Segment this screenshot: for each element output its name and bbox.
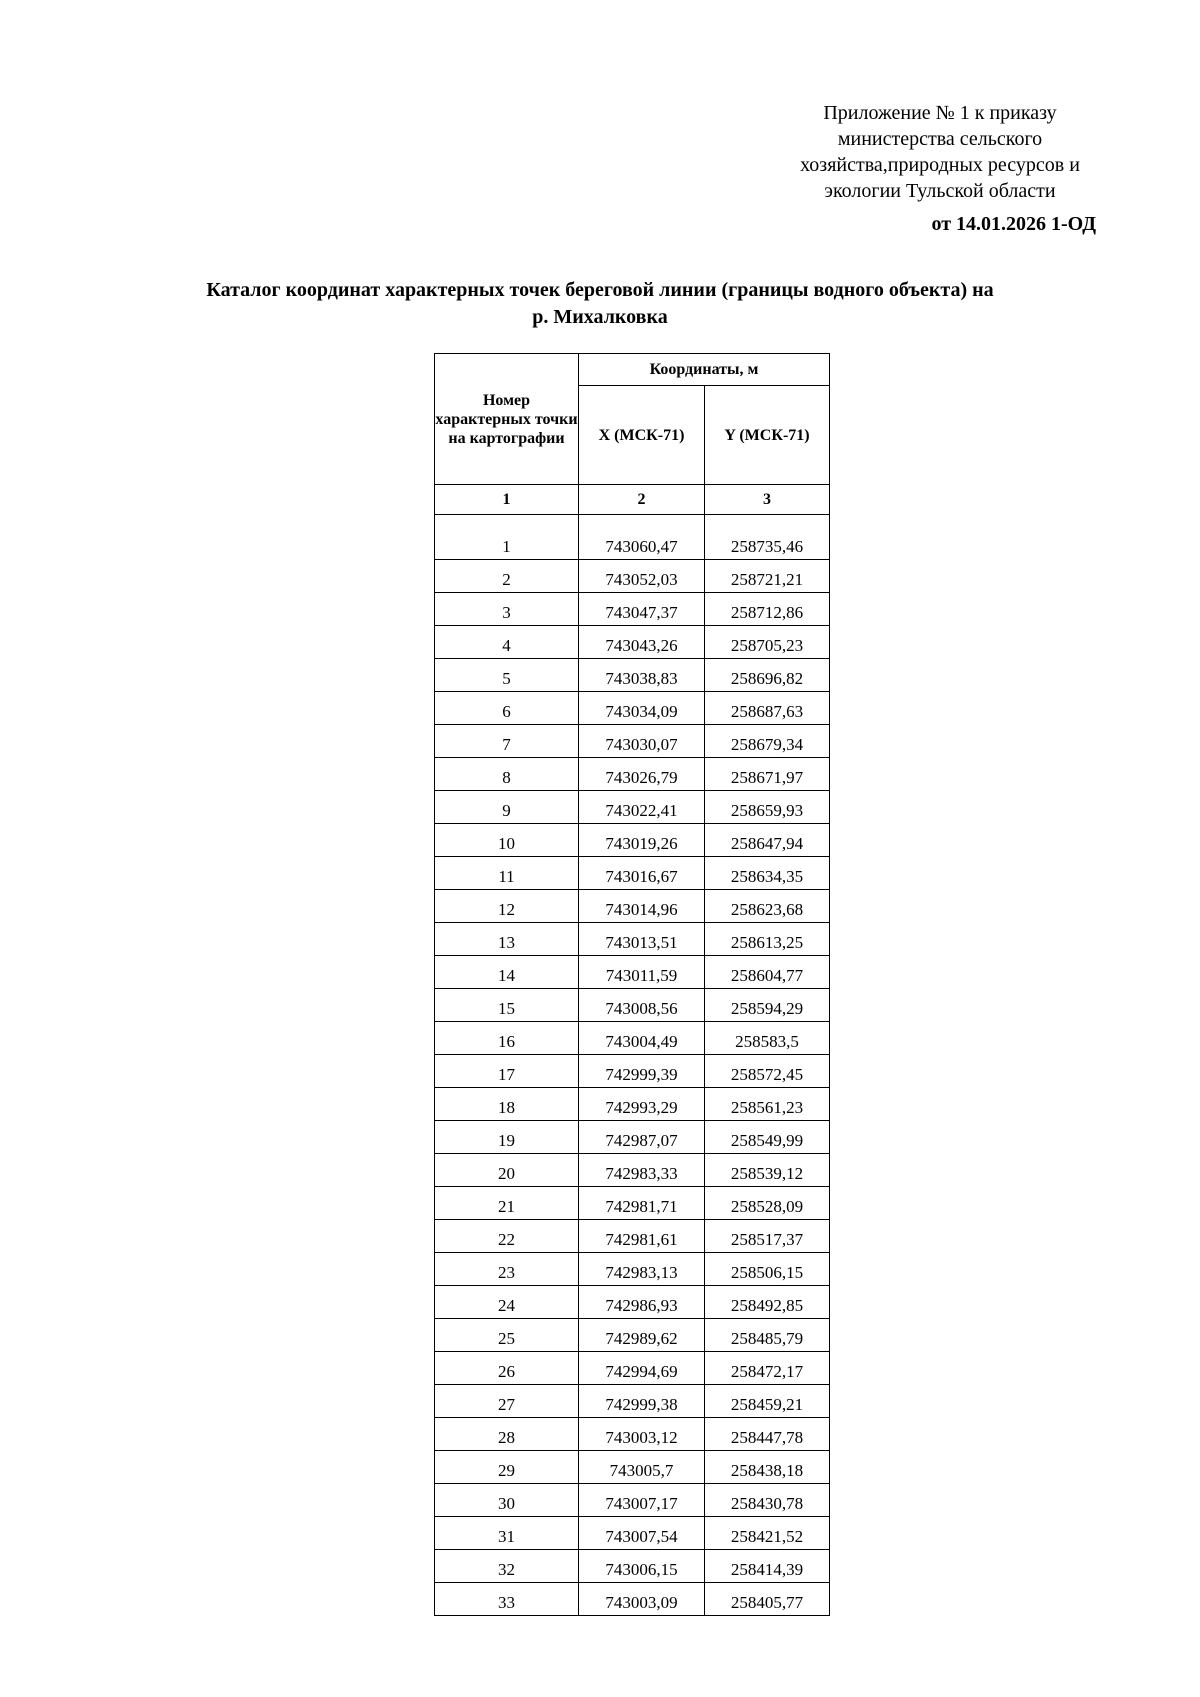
table-row (435, 1451, 830, 1484)
point-number-cell: 4 (435, 626, 579, 659)
table-row (435, 1154, 830, 1187)
x-coordinate-cell: 742983,13 (579, 1253, 705, 1286)
table-row (435, 857, 830, 890)
x-coordinate-cell: 742993,29 (579, 1088, 705, 1121)
x-coordinate-cell: 742981,61 (579, 1220, 705, 1253)
table-row (435, 923, 830, 956)
x-coordinate-cell: 743013,51 (579, 923, 705, 956)
x-coordinate-cell: 743011,59 (579, 956, 705, 989)
y-coordinate-cell: 258506,15 (705, 1253, 830, 1286)
x-coordinate-cell: 743006,15 (579, 1550, 705, 1583)
x-coordinate-cell: 743047,37 (579, 593, 705, 626)
y-coordinate-cell: 258517,37 (705, 1220, 830, 1253)
table-row (435, 890, 830, 923)
column-number: 1 (435, 485, 579, 515)
table-row (435, 956, 830, 989)
y-coordinate-cell: 258459,21 (705, 1385, 830, 1418)
y-coordinate-cell: 258634,35 (705, 857, 830, 890)
appendix-line: экологии Тульской области (824, 180, 1056, 202)
y-coordinate-cell: 258539,12 (705, 1154, 830, 1187)
x-coordinate-cell: 743007,17 (579, 1484, 705, 1517)
point-number-cell: 27 (435, 1385, 579, 1418)
point-number-cell: 13 (435, 923, 579, 956)
y-coordinate-cell: 258735,46 (705, 515, 830, 560)
y-coordinate-cell: 258492,85 (705, 1286, 830, 1319)
point-number-cell: 2 (435, 560, 579, 593)
x-coordinate-cell: 742999,38 (579, 1385, 705, 1418)
x-coordinate-cell: 742981,71 (579, 1187, 705, 1220)
table-row (435, 1220, 830, 1253)
table-row (435, 515, 830, 560)
y-coordinate-cell: 258528,09 (705, 1187, 830, 1220)
y-coordinate-cell: 258561,23 (705, 1088, 830, 1121)
appendix-header (760, 100, 1120, 204)
column-number: 3 (705, 485, 830, 515)
y-coordinate-header: Y (МСК-71) (705, 386, 830, 485)
table-row (435, 758, 830, 791)
x-coordinate-cell: 743014,96 (579, 890, 705, 923)
table-row (435, 1352, 830, 1385)
point-number-cell: 12 (435, 890, 579, 923)
y-coordinate-cell: 258712,86 (705, 593, 830, 626)
point-number-cell: 17 (435, 1055, 579, 1088)
point-number-cell: 30 (435, 1484, 579, 1517)
y-coordinate-cell: 258721,21 (705, 560, 830, 593)
y-coordinate-cell: 258705,23 (705, 626, 830, 659)
x-coordinate-cell: 743007,54 (579, 1517, 705, 1550)
point-number-cell: 33 (435, 1583, 579, 1616)
point-number-cell: 14 (435, 956, 579, 989)
point-number-cell: 23 (435, 1253, 579, 1286)
x-coordinate-cell: 742994,69 (579, 1352, 705, 1385)
table-row (435, 1121, 830, 1154)
point-number-cell: 5 (435, 659, 579, 692)
table-row (435, 824, 830, 857)
x-coordinate-cell: 743026,79 (579, 758, 705, 791)
table-row (435, 1385, 830, 1418)
point-number-header: Номер характерных точки на картографии (435, 354, 579, 485)
point-number-cell: 1 (435, 515, 579, 560)
x-coordinate-cell: 743003,09 (579, 1583, 705, 1616)
x-coordinate-cell: 742983,33 (579, 1154, 705, 1187)
x-coordinate-header: X (МСК-71) (579, 386, 705, 485)
y-coordinate-cell: 258430,78 (705, 1484, 830, 1517)
x-coordinate-cell: 743052,03 (579, 560, 705, 593)
table-row (435, 791, 830, 824)
point-number-cell: 11 (435, 857, 579, 890)
y-coordinate-cell: 258572,45 (705, 1055, 830, 1088)
point-number-cell: 19 (435, 1121, 579, 1154)
table-row (435, 1418, 830, 1451)
x-coordinate-cell: 743030,07 (579, 725, 705, 758)
table-header-row (435, 354, 830, 386)
y-coordinate-cell: 258687,63 (705, 692, 830, 725)
table-row (435, 1550, 830, 1583)
point-number-cell: 25 (435, 1319, 579, 1352)
y-coordinate-cell: 258438,18 (705, 1451, 830, 1484)
point-number-cell: 28 (435, 1418, 579, 1451)
x-coordinate-cell: 743038,83 (579, 659, 705, 692)
x-coordinate-cell: 743022,41 (579, 791, 705, 824)
x-coordinate-cell: 743043,26 (579, 626, 705, 659)
table-row (435, 1517, 830, 1550)
y-coordinate-cell: 258583,5 (705, 1022, 830, 1055)
table-row (435, 1055, 830, 1088)
y-coordinate-cell: 258447,78 (705, 1418, 830, 1451)
coordinates-table (434, 353, 830, 1616)
point-number-cell: 16 (435, 1022, 579, 1055)
table-row (435, 725, 830, 758)
table-row (435, 1484, 830, 1517)
table-body (435, 515, 830, 1616)
point-number-cell: 31 (435, 1517, 579, 1550)
coordinates-group-header: Координаты, м (579, 354, 830, 386)
y-coordinate-cell: 258659,93 (705, 791, 830, 824)
y-coordinate-cell: 258414,39 (705, 1550, 830, 1583)
title-line-2: р. Михалковка (532, 306, 668, 328)
point-number-cell: 8 (435, 758, 579, 791)
y-coordinate-cell: 258647,94 (705, 824, 830, 857)
point-number-cell: 6 (435, 692, 579, 725)
appendix-line: хозяйства,природных ресурсов и (800, 154, 1080, 176)
y-coordinate-cell: 258405,77 (705, 1583, 830, 1616)
point-number-cell: 20 (435, 1154, 579, 1187)
table-row (435, 1583, 830, 1616)
x-coordinate-cell: 743060,47 (579, 515, 705, 560)
point-number-cell: 29 (435, 1451, 579, 1484)
table-row (435, 593, 830, 626)
order-reference: от 14.01.2026 1-ОД (931, 213, 1096, 235)
title-line-1: Каталог координат характерных точек береговой линии (границы водного объекта) на (206, 279, 994, 301)
table-row (435, 1286, 830, 1319)
y-coordinate-cell: 258623,68 (705, 890, 830, 923)
y-coordinate-cell: 258421,52 (705, 1517, 830, 1550)
table-row (435, 626, 830, 659)
appendix-line: Приложение № 1 к приказу (823, 102, 1057, 124)
point-number-cell: 22 (435, 1220, 579, 1253)
point-number-cell: 21 (435, 1187, 579, 1220)
document-title (120, 277, 1080, 331)
y-coordinate-cell: 258671,97 (705, 758, 830, 791)
y-coordinate-cell: 258679,34 (705, 725, 830, 758)
table-row (435, 989, 830, 1022)
x-coordinate-cell: 743004,49 (579, 1022, 705, 1055)
table-row (435, 560, 830, 593)
point-number-cell: 24 (435, 1286, 579, 1319)
x-coordinate-cell: 743016,67 (579, 857, 705, 890)
x-coordinate-cell: 743005,7 (579, 1451, 705, 1484)
y-coordinate-cell: 258696,82 (705, 659, 830, 692)
y-coordinate-cell: 258549,99 (705, 1121, 830, 1154)
point-number-cell: 32 (435, 1550, 579, 1583)
table-row (435, 1319, 830, 1352)
column-number-row (435, 485, 830, 515)
y-coordinate-cell: 258472,17 (705, 1352, 830, 1385)
x-coordinate-cell: 742986,93 (579, 1286, 705, 1319)
x-coordinate-cell: 743034,09 (579, 692, 705, 725)
x-coordinate-cell: 742999,39 (579, 1055, 705, 1088)
appendix-line: министерства сельского (837, 128, 1043, 150)
column-number: 2 (579, 485, 705, 515)
y-coordinate-cell: 258613,25 (705, 923, 830, 956)
point-number-cell: 3 (435, 593, 579, 626)
x-coordinate-cell: 743008,56 (579, 989, 705, 1022)
y-coordinate-cell: 258604,77 (705, 956, 830, 989)
point-number-cell: 10 (435, 824, 579, 857)
point-number-cell: 18 (435, 1088, 579, 1121)
x-coordinate-cell: 742989,62 (579, 1319, 705, 1352)
table-row (435, 659, 830, 692)
point-number-cell: 9 (435, 791, 579, 824)
point-number-cell: 7 (435, 725, 579, 758)
y-coordinate-cell: 258594,29 (705, 989, 830, 1022)
y-coordinate-cell: 258485,79 (705, 1319, 830, 1352)
x-coordinate-cell: 743019,26 (579, 824, 705, 857)
table-row (435, 1088, 830, 1121)
point-number-cell: 15 (435, 989, 579, 1022)
table-row (435, 1187, 830, 1220)
table-row (435, 692, 830, 725)
table-row (435, 1022, 830, 1055)
table-row (435, 1253, 830, 1286)
point-number-cell: 26 (435, 1352, 579, 1385)
x-coordinate-cell: 742987,07 (579, 1121, 705, 1154)
x-coordinate-cell: 743003,12 (579, 1418, 705, 1451)
